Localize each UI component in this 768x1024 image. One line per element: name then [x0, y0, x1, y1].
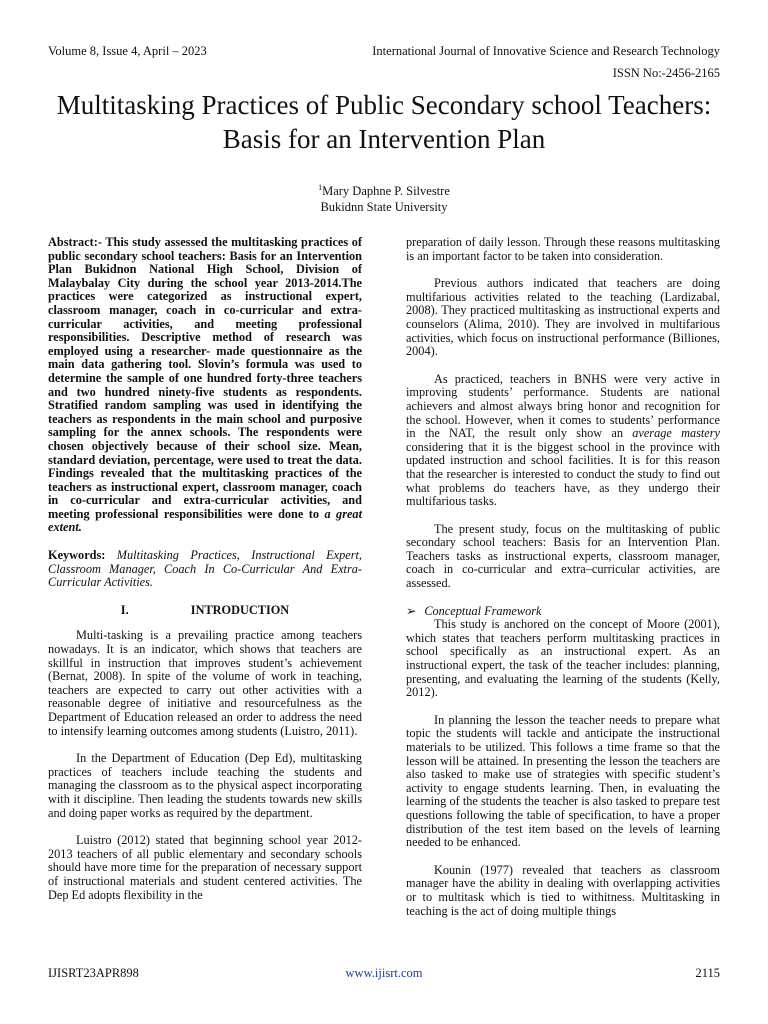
abstract-label: Abstract:-: [48, 235, 102, 249]
section-number: I.: [120, 602, 129, 617]
keywords: [48, 549, 362, 590]
footer-page-number: 2115: [695, 966, 720, 980]
author-name-line: [0, 180, 768, 199]
author-name: Mary Daphne P. Silvestre: [322, 184, 450, 199]
author-block: [0, 180, 768, 215]
header-journal: International Journal of Innovative Science and Research Technology: [372, 44, 720, 58]
right-column: [406, 236, 720, 932]
keywords-label: Keywords:: [48, 548, 106, 563]
right-paragraph-2: Previous authors indicated that teachers are doing multifarious activities related to the teaching (Lardizabal, 2008). They practiced multitasking as instructional experts and counselors (Alima, 2010). They are involved in multifarious activities, which focus on instructional performance (Billiones, 2004).: [406, 276, 720, 359]
footer-url-link[interactable]: www.ijisrt.com: [345, 966, 423, 980]
section-heading-introduction: [48, 604, 362, 618]
intro-paragraph-3: Luistro (2012) stated that beginning school year 2012-2013 teachers of all public elementary and secondary schools should have more time for the preparation of necessary support of instructional materials and student centered activities. The Dep Ed adopts flexibility in the: [48, 833, 362, 902]
right-paragraph-1: preparation of daily lesson. Through these reasons multitasking is an important factor to be taken into consideration.: [406, 235, 720, 263]
arrow-bullet-icon: ➢: [406, 603, 417, 618]
abstract-text: This study assessed the multitasking practices of public secondary school teachers: Basis for an Intervention Plan Bukidnon National High School, Division of Malaybalay City during the school year 2013-2014.The practices were categorized as instructional expert, classroom manager, coach in co-curricular and extra-curricular activities, and meeting professional responsibilities. Descriptive method of research was employed using a researcher- made questionnaire as the main data gathering tool. Slovin’s formula was used to determine the sample of one hundred forty-three teachers and two hundred ninety-five students as respondents. Stratified random sampling was used in identifying the teachers as respondents in the main school and purposive sampling for the annex schools. The respondents were chosen objectively because of their school size. Mean, standard deviation, percentage, were used to treat the data. Findings revealed that the multitasking practices of the teachers as instructional expert, classroom manager, coach in co-curricular and extra-curricular activities, and meeting professional responsibilities were done to: [48, 235, 362, 521]
subheading-conceptual-framework: [406, 605, 720, 619]
abstract: [48, 236, 362, 535]
right-paragraph-7: Kounin (1977) revealed that teachers as classroom manager have the ability in dealing with overlapping activities or to multitask which is tied to withitness. Multitasking in teaching is the act of doing multiple things: [406, 862, 720, 918]
author-superscript: 1: [318, 183, 323, 192]
intro-paragraph-2: In the Department of Education (Dep Ed), multitasking practices of teachers include teaching the students and managing the classroom as to the physical aspect incorporating with it discipline. Then leading the students towards new skills and doing paper works as required by the department.: [48, 751, 362, 820]
right-paragraph-6: In planning the lesson the teacher needs to prepare what topic the students will tackle and anticipate the instructional materials to be utilized. This follows a time frame so that the lesson will be attained. In presenting the lesson the teachers are also tasked to make use of strategies with specific student’s activity to engage students learning. Then, in evaluating the learning of the students the teacher is also tasked to prepare test questions following the table of specification, to have a proper distribution of the test item based on the levels of learning needed to be enhanced.: [406, 712, 720, 850]
intro-paragraph-1: Multi-tasking is a prevailing practice among teachers nowadays. It is an indicator, which shows that teachers are skillful in instruction that improves student’s achievement (Bernat, 2008). In spite of the volume of work in teaching, teachers are expected to carry out other activities with a reasonable degree of initiative and resourcefulness as the Department of Education released an order to address the need to intensify learning outcomes among students (Luistro, 2011).: [48, 628, 362, 738]
subheading-text: Conceptual Framework: [424, 603, 542, 618]
footer-paper-id: IJISRT23APR898: [48, 966, 139, 980]
header-volume: Volume 8, Issue 4, April – 2023: [48, 44, 207, 58]
paper-title: Multitasking Practices of Public Secondary school Teachers: Basis for an Intervention Plan: [56, 90, 712, 154]
author-affiliation: Bukidnn State University: [320, 200, 448, 215]
header-issn: ISSN No:-2456-2165: [612, 66, 720, 80]
right-paragraph-4: The present study, focus on the multitasking of public secondary school teachers: Basis for an Intervention Plan. Teachers tasks as instructional experts, classroom manager, coach in co-curricular and extra–curricular activities, are assessed.: [406, 521, 720, 591]
abstract-ending: a great extent.: [48, 506, 363, 535]
right-paragraph-3-emphasis: average mastery: [632, 426, 720, 441]
section-title: INTRODUCTION: [190, 602, 290, 617]
left-column: [48, 236, 362, 916]
right-paragraph-3-start: As practiced, teachers in BNHS were very active in improving students’ performance. Students are national achievers and almost always bring honor and recognition for the school. However, when it comes to students’ performance in the NAT, the result only show an: [406, 371, 720, 441]
right-paragraph-3: [406, 373, 720, 509]
right-paragraph-5: This study is anchored on the concept of Moore (2001), which states that teachers perform multitasking practices in school specifically as an instructional expert. As an instructional expert, the task of the teacher includes: planning, presenting, and evaluating the learning of the students (Kelly, 2012).: [406, 617, 720, 700]
right-paragraph-3-end: considering that it is the biggest school in the province with updated instruction and school facilities. It is for this reason that the researcher is interested to conduct the study to find out what problems do teachers have, as they undergo their multifarious tasks.: [406, 439, 720, 509]
keywords-text: Multitasking Practices, Instructional Expert, Classroom Manager, Coach In Co-Curricular And Extra-Curricular Activities.: [48, 548, 362, 590]
